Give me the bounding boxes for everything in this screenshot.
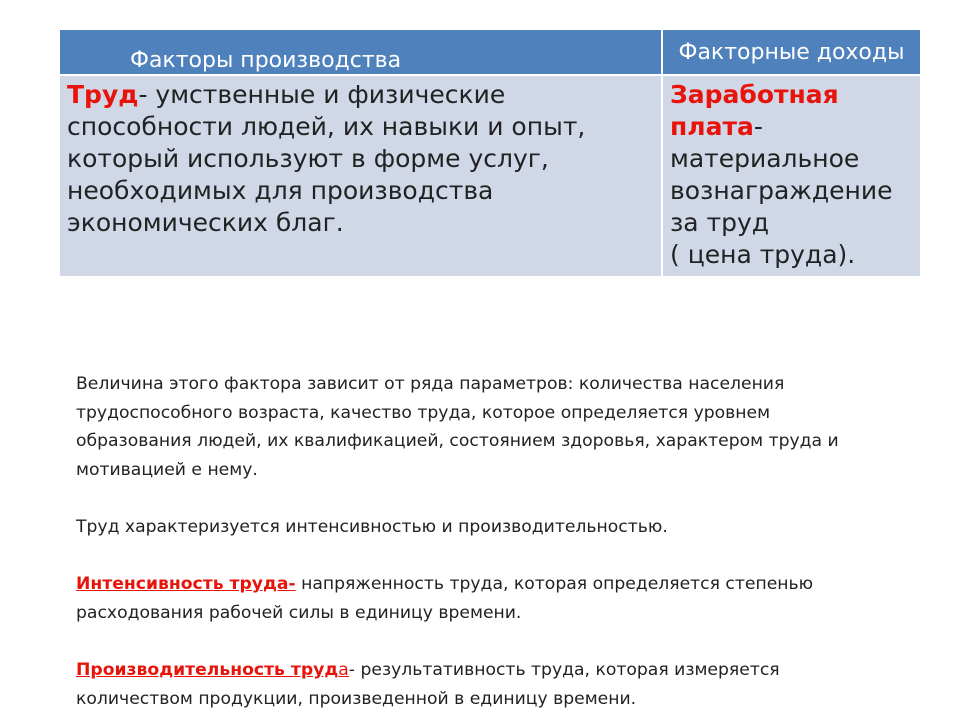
table-cell-labor <box>60 76 661 276</box>
factors-table <box>60 30 920 276</box>
labor-definition <box>60 76 661 239</box>
table-header-incomes <box>663 30 920 74</box>
paragraph-productivity <box>76 656 856 713</box>
productivity-text: - результативность труда, которая измеряется количеством продукции, произведенной в единицу времени. <box>76 659 780 709</box>
paragraph-labor-characteristics: Труд характеризуется интенсивностью и производительностью. <box>76 516 668 537</box>
wage-definition <box>663 76 920 271</box>
intensity-text: напряженность труда, которая определяется степенью расходования рабочей силы в единицу времени. <box>76 574 814 623</box>
paragraph-intensity <box>76 570 856 627</box>
intensity-term: Интенсивность труда- <box>76 574 296 595</box>
labor-text: - умственные и физические способности людей, их навыки и опыт, который используют в форме услуг, необходимых для производства экономических благ. <box>67 80 586 237</box>
table-cell-wage <box>663 76 920 276</box>
paragraph-factor-parameters: Величина этого фактора зависит от ряда параметров: количества населения трудоспособного возраста, качество труда, которое определяется уровнем образования людей, их квалификацией, состоянием здоровья, характером труда и мотивацией е нему. <box>76 374 839 480</box>
header-factors-label: Факторы производства <box>130 48 402 73</box>
table-header-factors <box>60 30 661 74</box>
productivity-term: Производительность труда <box>76 659 349 680</box>
header-incomes-label: Факторные доходы <box>678 40 905 65</box>
labor-description <box>76 370 856 713</box>
wage-text-price: ( цена труда). <box>670 240 856 269</box>
wage-text: - материальное вознаграждение за труд <box>670 112 893 237</box>
labor-term: Труд <box>67 80 139 109</box>
wage-term: Заработная плата <box>670 80 839 141</box>
